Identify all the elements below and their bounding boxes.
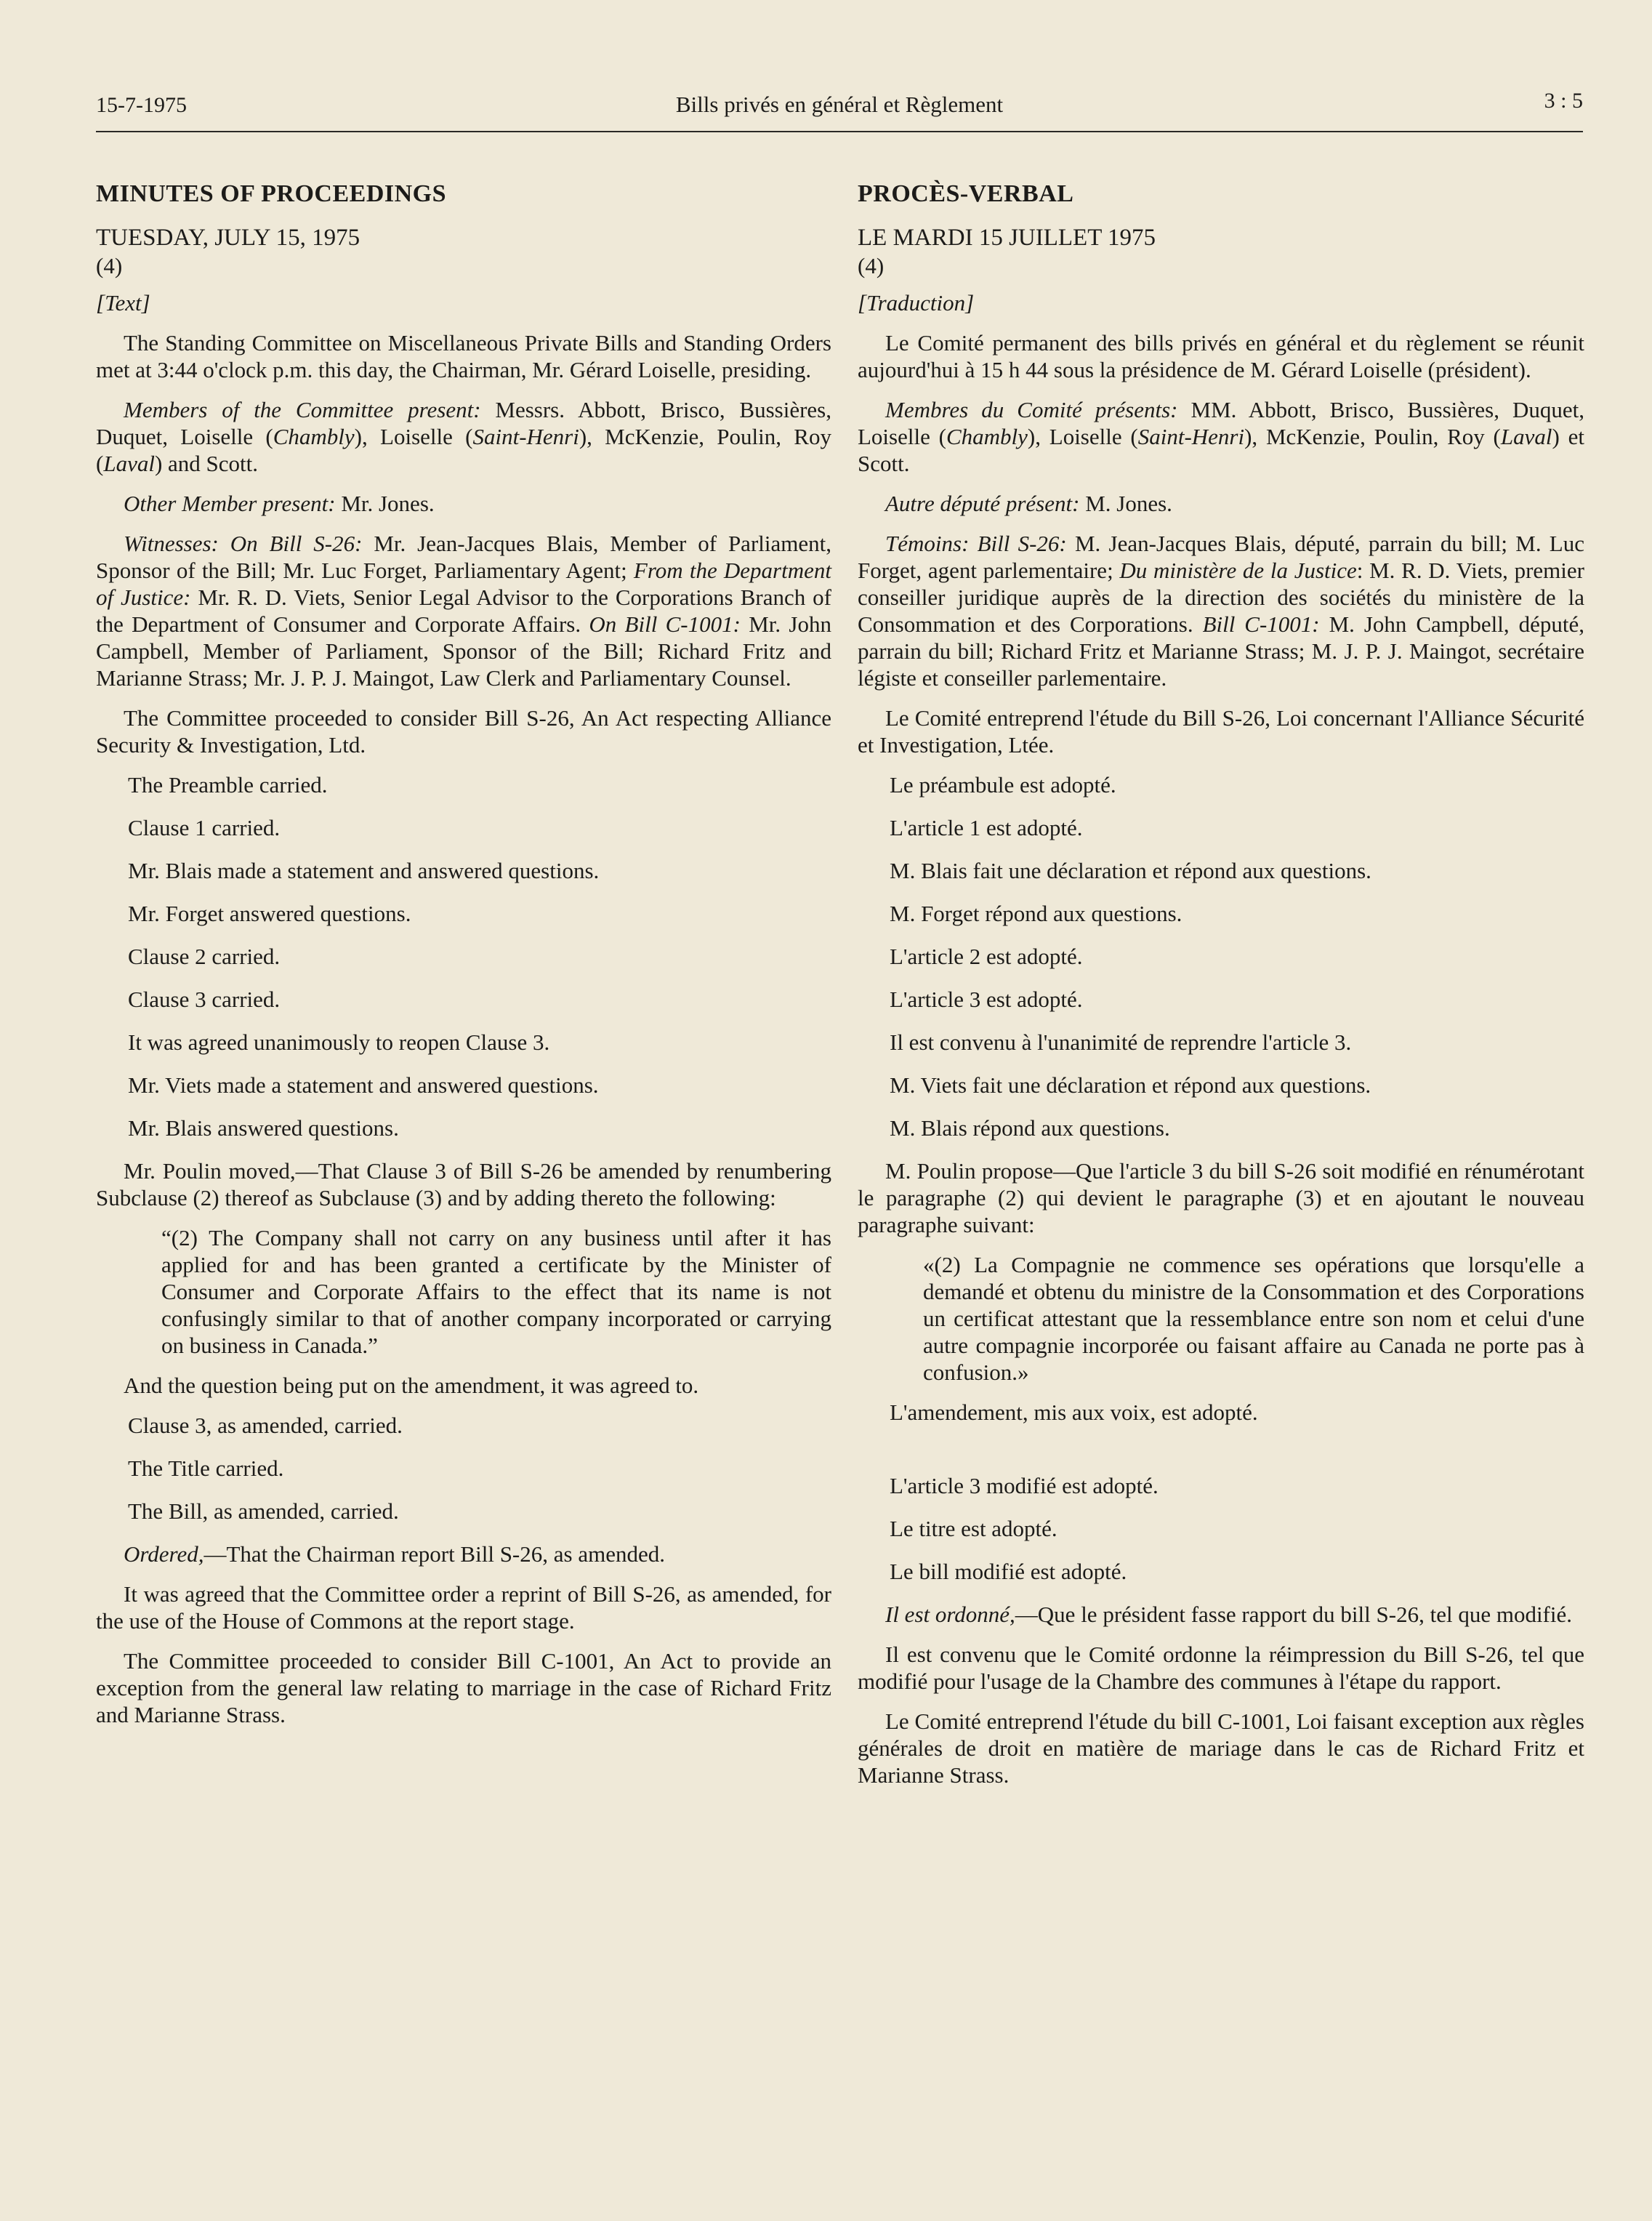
en-riding-saint-henri: Saint-Henri (472, 424, 579, 449)
fr-reopen: Il est convenu à l'unanimité de reprendre l'article 3. (890, 1029, 1352, 1055)
fr-members-text: ) et Scott. (858, 424, 1584, 476)
en-opening-paragraph: The Standing Committee on Miscellaneous Private Bills and Standing Orders met at 3:44 o'clock p.m. this day, the Chairman, Mr. Gérard Loiselle, presiding. (96, 330, 831, 382)
fr-riding-saint-henri: Saint-Henri (1137, 424, 1245, 449)
fr-clause-1: L'article 1 est adopté. (890, 815, 1083, 840)
fr-justice-label: Du ministère de la Justice (1119, 558, 1357, 583)
en-clause-3-amended: Clause 3, as amended, carried. (128, 1413, 403, 1438)
french-column (858, 167, 1584, 1802)
en-other-label: Other Member present: (124, 491, 336, 516)
fr-witnesses-paragraph (858, 530, 1584, 691)
en-clause-1: Clause 1 carried. (128, 815, 281, 840)
fr-ordered-text: —Que le président fasse rapport du bill S-26, tel que modifié. (1015, 1602, 1573, 1627)
fr-consider-s26: Le Comité entreprend l'étude du Bill S-26, Loi concernant l'Alliance Sécurité et Investigation, Ltée. (858, 705, 1584, 758)
en-blais-statement: Mr. Blais made a statement and answered questions. (128, 858, 600, 883)
en-riding-laval: Laval (103, 451, 155, 476)
en-preamble: The Preamble carried. (128, 772, 328, 798)
en-c1001-label: On Bill C-1001: (589, 611, 741, 637)
fr-spacer (858, 1442, 1584, 1472)
fr-members-text: MM. Abbott, Brisco, Bussières, Duquet, Loiselle ( (858, 397, 1584, 449)
en-riding-chambly: Chambly (273, 424, 355, 449)
fr-reprint: Il est convenu que le Comité ordonne la réimpression du Bill S-26, tel que modifié pour l'usage de la Chambre des communes à l'étape du rapport. (858, 1642, 1584, 1694)
fr-members-text: ), Loiselle ( (1027, 424, 1138, 449)
en-members-label: Members of the Committee present: (124, 397, 481, 422)
en-witnesses-text: Mr. John Campbell, Member of Parliament, Sponsor of the Bill; Richard Fritz and Marianne Strass; Mr. J. P. J. Maingot, Law Clerk and Parliamentary Counsel. (96, 611, 831, 691)
fr-translation-tag: [Traduction] (858, 290, 975, 316)
en-ordered-label: Ordered, (124, 1541, 204, 1567)
fr-date: LE MARDI 15 JUILLET 1975 (858, 225, 1156, 251)
fr-clause-3-amended: L'article 3 modifié est adopté. (890, 1473, 1159, 1498)
fr-witnesses-text: M. Jean-Jacques Blais, député, parrain du bill; M. Luc Forget, agent parlementaire; (858, 531, 1584, 583)
en-number: (4) (96, 253, 123, 278)
fr-forget: M. Forget répond aux questions. (890, 901, 1182, 926)
fr-riding-chambly: Chambly (946, 424, 1028, 449)
fr-blais-statement: M. Blais fait une déclaration et répond aux questions. (890, 858, 1371, 883)
en-witnesses-paragraph (96, 530, 831, 691)
en-consider-s26: The Committee proceeded to consider Bill S-26, An Act respecting Alliance Security & Investigation, Ltd. (96, 705, 831, 758)
en-blais-answered: Mr. Blais answered questions. (128, 1115, 399, 1141)
fr-poulin-motion: M. Poulin propose—Que l'article 3 du bill S-26 soit modifié en rénumérotant le paragraphe (2) qui devient le paragraphe (3) et en ajoutant le nouveau paragraphe suivant: (858, 1158, 1584, 1237)
fr-amendment-quote: «(2) La Compagnie ne commence ses opérations que lorsqu'elle a demandé et obtenu du ministre de la Consommation et des Corporations un certificat attestant que la ressemblance entre son nom et celui d'une autre compagnie incorporée ou faisant affaire au Canada ne porte pas à confusion.» (923, 1252, 1584, 1385)
fr-members-label: Membres du Comité présents: (885, 397, 1178, 422)
fr-other-value: M. Jones. (1079, 491, 1172, 516)
en-members-text: ), McKenzie, Poulin, Roy ( (96, 424, 831, 476)
en-witnesses-text: Mr. R. D. Viets, Senior Legal Advisor to the Corporations Branch of the Department of Consumer and Corporate Affairs. (96, 585, 831, 637)
fr-question: L'amendement, mis aux voix, est adopté. (890, 1399, 1258, 1425)
fr-ordered (858, 1601, 1584, 1628)
fr-title-carried: Le titre est adopté. (890, 1516, 1057, 1541)
fr-other-member-paragraph (858, 490, 1584, 517)
en-members-text: ), Loiselle ( (354, 424, 473, 449)
en-reopen: It was agreed unanimously to reopen Clause 3. (128, 1029, 550, 1055)
fr-bill-amended: Le bill modifié est adopté. (890, 1559, 1127, 1584)
fr-c1001-label: Bill C-1001: (1202, 611, 1320, 637)
fr-members-paragraph (858, 396, 1584, 477)
en-members-text: ) and Scott. (154, 451, 259, 476)
en-bill-amended: The Bill, as amended, carried. (128, 1498, 399, 1524)
fr-witnesses-text: : M. R. D. Viets, premier conseiller juridique auprès de la direction des sociétés du ministère de la Consommation et des Corporations. (858, 558, 1584, 637)
en-members-text: Messrs. Abbott, Brisco, Bussières, Duquet, Loiselle ( (96, 397, 831, 449)
en-forget: Mr. Forget answered questions. (128, 901, 411, 926)
fr-ordered-label: Il est ordonné, (885, 1602, 1015, 1627)
en-question: And the question being put on the amendment, it was agreed to. (124, 1373, 699, 1398)
fr-other-label: Autre député présent: (885, 491, 1080, 516)
en-witnesses-label: Witnesses: On Bill S-26: (124, 531, 363, 556)
en-date: TUESDAY, JULY 15, 1975 (96, 225, 360, 251)
en-reprint: It was agreed that the Committee order a reprint of Bill S-26, as amended, for the use of the House of Commons at the report stage. (96, 1581, 831, 1634)
en-amendment-quote: “(2) The Company shall not carry on any business until after it has applied for and has been granted a certificate by the Minister of Consumer and Corporate Affairs to the effect that its name is not confusingly similar to that of another company incorporated or carrying on business in Canada.” (161, 1225, 831, 1358)
fr-opening-paragraph: Le Comité permanent des bills privés en général et du règlement se réunit aujourd'hui à 15 h 44 sous la présidence de M. Gérard Loiselle (président). (858, 330, 1584, 382)
en-poulin-motion: Mr. Poulin moved,—That Clause 3 of Bill S-26 be amended by renumbering Subclause (2) thereof as Subclause (3) and by adding thereto the following: (96, 1158, 831, 1210)
fr-witnesses-label: Témoins: Bill S-26: (885, 531, 1067, 556)
en-witnesses-text: Mr. Jean-Jacques Blais, Member of Parliament, Sponsor of the Bill; Mr. Luc Forget, Parliamentary Agent; (96, 531, 831, 583)
header-title: Bills privés en général et Règlement (675, 92, 1004, 117)
en-other-member-paragraph (96, 490, 831, 517)
fr-blais-answered: M. Blais répond aux questions. (890, 1115, 1170, 1141)
en-heading: MINUTES OF PROCEEDINGS (96, 180, 447, 207)
en-clause-3: Clause 3 carried. (128, 987, 281, 1012)
fr-preamble: Le préambule est adopté. (890, 772, 1116, 798)
en-title-carried: The Title carried. (128, 1455, 284, 1481)
en-members-paragraph (96, 396, 831, 477)
fr-heading: PROCÈS-VERBAL (858, 180, 1074, 207)
english-column (96, 167, 831, 1741)
fr-witnesses-text: M. John Campbell, député, parrain du bill; Richard Fritz et Marianne Strass; M. J. P. J. Maingot, secrétaire légiste et conseiller parlementaire. (858, 611, 1584, 691)
en-justice-label: From the Department of Justice: (96, 558, 831, 610)
fr-riding-laval: Laval (1500, 424, 1552, 449)
fr-clause-3: L'article 3 est adopté. (890, 987, 1083, 1012)
en-consider-c1001: The Committee proceeded to consider Bill C-1001, An Act to provide an exception from the general law relating to marriage in the case of Richard Fritz and Marianne Strass. (96, 1648, 831, 1727)
fr-clause-2: L'article 2 est adopté. (890, 944, 1083, 969)
en-viets: Mr. Viets made a statement and answered questions. (128, 1072, 599, 1098)
fr-number: (4) (858, 253, 885, 278)
header-date: 15-7-1975 (96, 93, 187, 117)
page-number: 3 : 5 (1544, 89, 1583, 113)
en-clause-2: Clause 2 carried. (128, 944, 281, 969)
fr-consider-c1001: Le Comité entreprend l'étude du bill C-1001, Loi faisant exception aux règles générales de droit en matière de mariage dans le cas de Richard Fritz et Marianne Strass. (858, 1708, 1584, 1788)
page-header (96, 86, 1583, 132)
en-other-value: Mr. Jones. (335, 491, 435, 516)
en-ordered (96, 1541, 831, 1567)
fr-members-text: ), McKenzie, Poulin, Roy ( (1244, 424, 1501, 449)
fr-viets: M. Viets fait une déclaration et répond aux questions. (890, 1072, 1371, 1098)
en-ordered-text: —That the Chairman report Bill S-26, as amended. (204, 1541, 665, 1567)
en-text-tag: [Text] (96, 290, 150, 316)
